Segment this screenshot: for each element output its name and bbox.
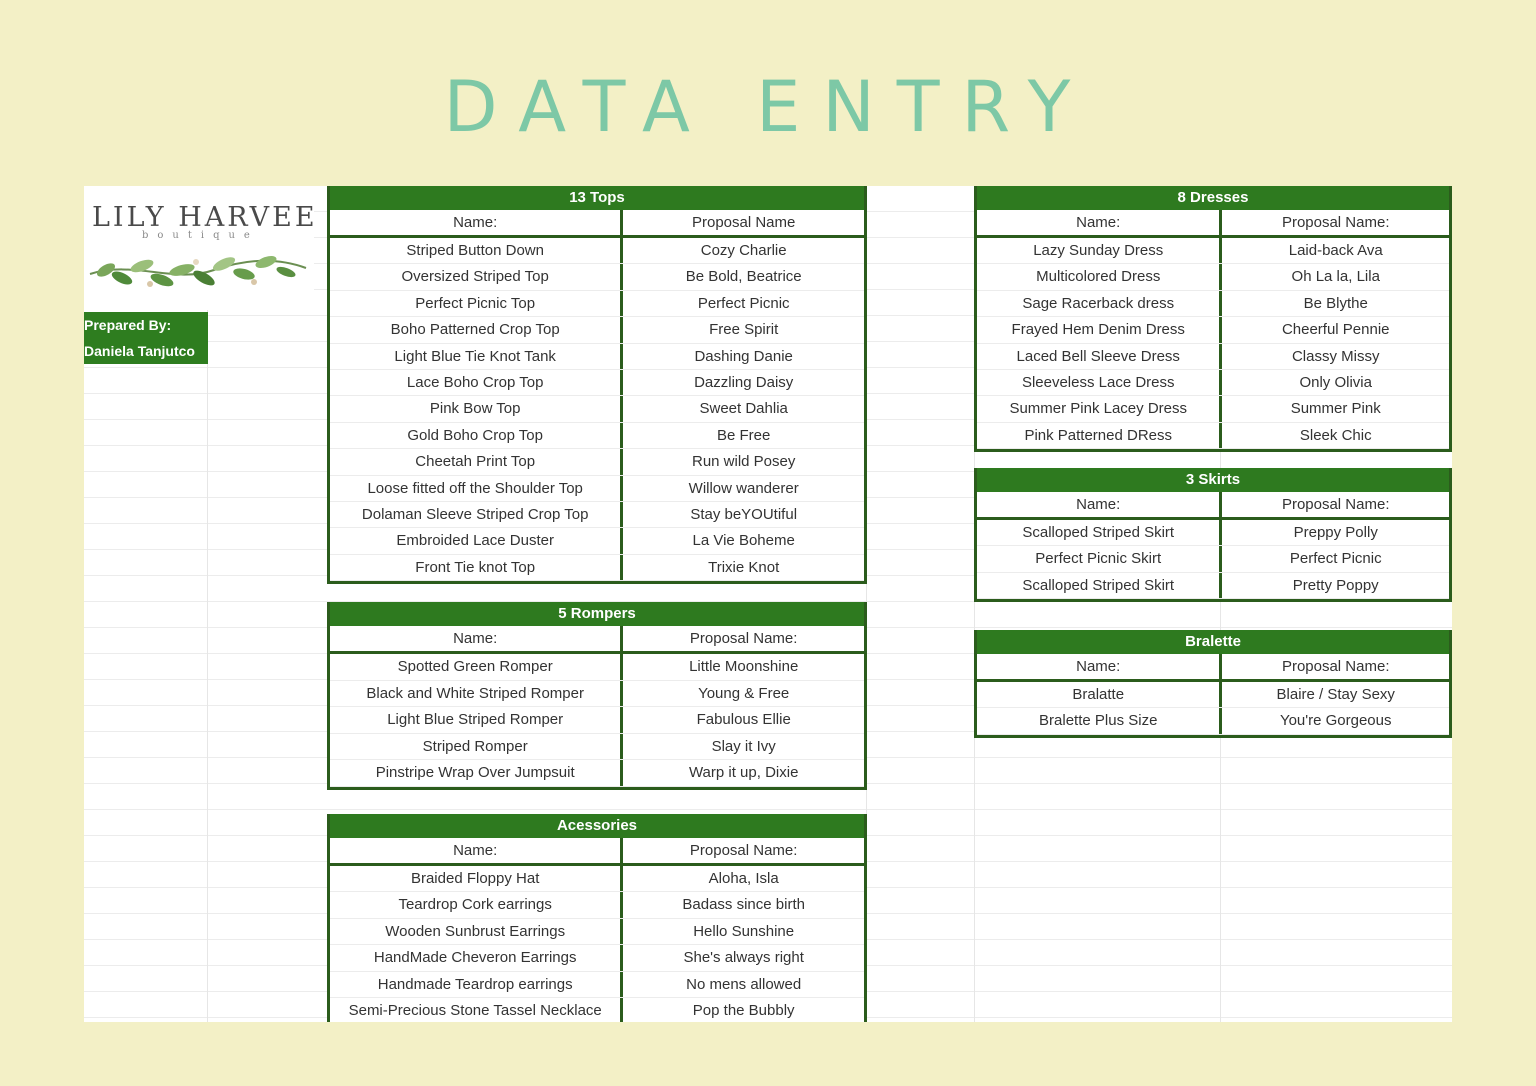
table-row	[330, 892, 864, 918]
cell-item-name: Summer Pink Lacey Dress	[977, 396, 1222, 421]
cell-proposal-name: Free Spirit	[709, 321, 779, 339]
cell-item-name: Bralatte	[977, 682, 1222, 707]
cell-proposal-name: Be Free	[717, 426, 771, 444]
cell-item-name: Laced Bell Sleeve Dress	[977, 344, 1222, 369]
cell-proposal-name: Classy Missy	[1291, 347, 1380, 365]
table-row	[330, 396, 864, 422]
cell-item-name: Cheetah Print Top	[330, 449, 623, 474]
column-header-name: Name:	[330, 626, 623, 651]
cell-proposal-name: Perfect Picnic	[697, 294, 790, 312]
cell-proposal-name: Laid-back Ava	[1288, 242, 1383, 259]
accessories-table-title: Acessories	[330, 814, 864, 838]
table-row	[977, 396, 1449, 422]
accessories-rows	[330, 866, 864, 1022]
table-row	[977, 291, 1449, 317]
cell-proposal-name: You're Gorgeous	[1279, 712, 1392, 730]
cell-proposal-name: Only Olivia	[1299, 373, 1372, 391]
cell-proposal-name: Stay beYOUtiful	[690, 505, 798, 523]
cell-proposal-name: Fabulous Ellie	[696, 711, 791, 729]
cell-proposal-name: No mens allowed	[686, 975, 802, 993]
table-row	[330, 972, 864, 998]
skirts-rows	[977, 520, 1449, 599]
cell-item-name: Pink Patterned DRess	[977, 423, 1222, 448]
cell-item-name: Scalloped Striped Skirt	[977, 573, 1222, 598]
column-header-proposal: Proposal Name:	[689, 842, 798, 859]
column-header-name: Name:	[977, 492, 1222, 517]
column-header-proposal: Proposal Name:	[689, 630, 798, 647]
table-row	[977, 520, 1449, 546]
cell-item-name: Loose fitted off the Shoulder Top	[330, 476, 623, 501]
table-row	[330, 449, 864, 475]
cell-proposal-name: Little Moonshine	[689, 658, 799, 675]
leaf-garland-icon	[84, 240, 314, 300]
cell-item-name: Embroided Lace Duster	[330, 528, 623, 553]
cell-item-name: Light Blue Striped Romper	[330, 707, 623, 733]
table-row	[330, 707, 864, 734]
table-row	[977, 546, 1449, 572]
table-row	[330, 344, 864, 370]
table-row	[330, 476, 864, 502]
cell-proposal-name: Dazzling Daisy	[694, 373, 794, 391]
bralette-table-title: Bralette	[977, 630, 1449, 654]
cell-item-name: Striped Romper	[330, 734, 623, 760]
table-row	[977, 238, 1449, 264]
dresses-rows	[977, 238, 1449, 449]
tops-rows	[330, 238, 864, 581]
tops-table	[327, 186, 867, 584]
cell-proposal-name: Slay it Ivy	[711, 737, 776, 755]
cell-item-name: Lazy Sunday Dress	[977, 238, 1222, 263]
cell-item-name: Braided Floppy Hat	[330, 866, 623, 891]
table-header	[977, 492, 1449, 520]
cell-item-name: Pink Bow Top	[330, 396, 623, 421]
cell-item-name: Perfect Picnic Top	[330, 291, 623, 316]
cell-item-name: HandMade Cheveron Earrings	[330, 945, 623, 970]
rompers-table-title: 5 Rompers	[330, 602, 864, 626]
cell-item-name: Pinstripe Wrap Over Jumpsuit	[330, 760, 623, 786]
skirts-table-title: 3 Skirts	[977, 468, 1449, 492]
table-row	[977, 344, 1449, 370]
logo	[84, 186, 318, 310]
cell-item-name: Frayed Hem Denim Dress	[977, 317, 1222, 342]
cell-proposal-name: Be Blythe	[1303, 294, 1368, 312]
table-row	[330, 734, 864, 761]
logo-subtitle: boutique	[142, 230, 259, 241]
cell-item-name: Teardrop Cork earrings	[330, 892, 623, 917]
cell-proposal-name: Preppy Polly	[1293, 524, 1378, 541]
table-row	[330, 998, 864, 1022]
table-header	[977, 210, 1449, 238]
table-row	[977, 423, 1449, 449]
cell-item-name: Handmade Teardrop earrings	[330, 972, 623, 997]
column-header-proposal: Proposal Name:	[1281, 658, 1390, 675]
cell-proposal-name: Sweet Dahlia	[699, 400, 788, 418]
table-row	[330, 423, 864, 449]
table-header	[977, 654, 1449, 682]
cell-item-name: Gold Boho Crop Top	[330, 423, 623, 448]
prepared-by-label: Prepared By:	[84, 317, 172, 333]
column-header-name: Name:	[330, 210, 623, 235]
column-header-name: Name:	[977, 654, 1222, 679]
cell-item-name: Spotted Green Romper	[330, 654, 623, 680]
cell-proposal-name: Run wild Posey	[691, 453, 796, 471]
cell-item-name: Sage Racerback dress	[977, 291, 1222, 316]
cell-item-name: Bralette Plus Size	[977, 708, 1222, 733]
column-header-proposal: Proposal Name	[691, 214, 796, 231]
cell-item-name: Striped Button Down	[330, 238, 623, 263]
table-row	[977, 370, 1449, 396]
cell-proposal-name: Cozy Charlie	[700, 242, 787, 259]
cell-proposal-name: Trixie Knot	[708, 558, 780, 576]
cell-item-name: Oversized Striped Top	[330, 264, 623, 289]
table-row	[330, 291, 864, 317]
cell-proposal-name: Willow wanderer	[688, 479, 799, 497]
cell-item-name: Dolaman Sleeve Striped Crop Top	[330, 502, 623, 527]
table-row	[330, 654, 864, 681]
table-row	[330, 264, 864, 290]
cell-item-name: Lace Boho Crop Top	[330, 370, 623, 395]
column-header-name: Name:	[330, 838, 623, 863]
table-row	[330, 370, 864, 396]
accessories-table	[327, 814, 867, 1022]
cell-item-name: Multicolored Dress	[977, 264, 1222, 289]
cell-item-name: Sleeveless Lace Dress	[977, 370, 1222, 395]
table-row	[330, 502, 864, 528]
table-row	[330, 681, 864, 708]
table-row	[977, 573, 1449, 599]
cell-proposal-name: She's always right	[683, 949, 804, 967]
spreadsheet	[84, 186, 1452, 1022]
cell-item-name: Front Tie knot Top	[330, 555, 623, 580]
bralette-rows	[977, 682, 1449, 735]
rompers-table	[327, 602, 867, 790]
dresses-table-title: 8 Dresses	[977, 186, 1449, 210]
table-row	[330, 945, 864, 971]
skirts-table	[974, 468, 1452, 602]
table-header	[330, 210, 864, 238]
table-row	[330, 555, 864, 581]
table-row	[977, 682, 1449, 708]
cell-proposal-name: Cheerful Pennie	[1281, 321, 1390, 339]
cell-item-name: Perfect Picnic Skirt	[977, 546, 1222, 571]
table-row	[330, 866, 864, 892]
cell-proposal-name: Badass since birth	[682, 896, 805, 914]
cell-proposal-name: Warp it up, Dixie	[688, 764, 799, 782]
column-header-name: Name:	[977, 210, 1222, 235]
logo-name: LILY HARVEE	[92, 202, 318, 233]
dresses-table	[974, 186, 1452, 452]
tops-table-title: 13 Tops	[330, 186, 864, 210]
cell-proposal-name: Sleek Chic	[1299, 426, 1372, 444]
table-row	[330, 528, 864, 554]
table-header	[330, 626, 864, 654]
cell-proposal-name: Perfect Picnic	[1289, 550, 1382, 568]
cell-proposal-name: Young & Free	[698, 684, 790, 702]
table-row	[977, 264, 1449, 290]
table-row	[330, 760, 864, 787]
cell-proposal-name: Oh La la, Lila	[1291, 268, 1380, 286]
cell-item-name: Semi-Precious Stone Tassel Necklace	[330, 998, 623, 1022]
cell-item-name: Boho Patterned Crop Top	[330, 317, 623, 342]
prepared-by-name: Daniela Tanjutco	[84, 343, 195, 359]
cell-proposal-name: La Vie Boheme	[692, 532, 795, 550]
cell-proposal-name: Dashing Danie	[694, 347, 793, 365]
column-header-proposal: Proposal Name:	[1281, 214, 1390, 231]
table-row	[330, 238, 864, 264]
cell-proposal-name: Summer Pink	[1290, 400, 1381, 418]
cell-proposal-name: Pretty Poppy	[1292, 576, 1379, 594]
cell-proposal-name: Aloha, Isla	[708, 870, 779, 887]
cell-item-name: Black and White Striped Romper	[330, 681, 623, 707]
cell-proposal-name: Hello Sunshine	[693, 922, 795, 940]
cell-item-name: Wooden Sunbrust Earrings	[330, 919, 623, 944]
table-header	[330, 838, 864, 866]
table-row	[977, 708, 1449, 734]
bralette-table	[974, 630, 1452, 738]
column-header-proposal: Proposal Name:	[1281, 496, 1390, 513]
prepared-by-block	[84, 312, 208, 364]
cell-item-name: Light Blue Tie Knot Tank	[330, 344, 623, 369]
cell-proposal-name: Be Bold, Beatrice	[685, 268, 802, 286]
rompers-rows	[330, 654, 864, 787]
table-row	[330, 919, 864, 945]
page-title: DATA ENTRY	[443, 66, 1093, 148]
cell-proposal-name: Pop the Bubbly	[692, 1001, 795, 1019]
table-row	[330, 317, 864, 343]
cell-proposal-name: Blaire / Stay Sexy	[1276, 686, 1395, 703]
table-row	[977, 317, 1449, 343]
cell-item-name: Scalloped Striped Skirt	[977, 520, 1222, 545]
